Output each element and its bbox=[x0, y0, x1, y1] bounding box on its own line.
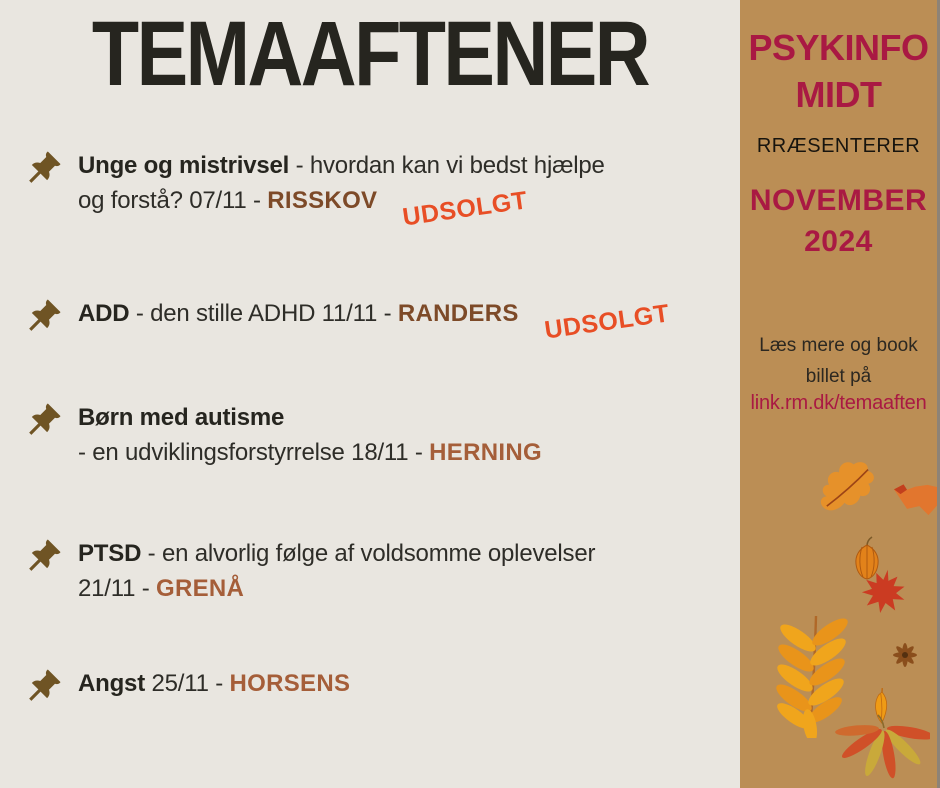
brand-title bbox=[740, 24, 937, 118]
event-title: Angst bbox=[78, 670, 145, 697]
booking-info-line1: Læs mere og book bbox=[759, 335, 918, 356]
event-description: - en alvorlig følge af voldsomme oplevelser bbox=[141, 540, 596, 567]
pushpin-icon bbox=[26, 666, 64, 704]
event-text bbox=[78, 400, 542, 470]
event-item-4 bbox=[26, 536, 732, 606]
brand-line2: MIDT bbox=[795, 74, 882, 115]
event-text bbox=[78, 148, 605, 232]
event-item-5 bbox=[26, 666, 732, 704]
event-description: 25/11 - bbox=[145, 670, 230, 697]
event-title: Unge og mistrivsel bbox=[78, 152, 290, 179]
event-city: HERNING bbox=[429, 439, 542, 466]
booking-info-line2: billet på bbox=[805, 366, 872, 387]
event-text bbox=[78, 296, 671, 345]
event-item-2 bbox=[26, 296, 732, 345]
maple-leaf-icon bbox=[854, 564, 913, 618]
month-line2: 2024 bbox=[804, 225, 873, 258]
event-city: RISSKOV bbox=[267, 187, 378, 214]
event-title: PTSD bbox=[78, 540, 142, 567]
event-text bbox=[78, 666, 350, 701]
pushpin-icon bbox=[26, 400, 64, 438]
pushpin-icon bbox=[26, 536, 64, 574]
event-city: RANDERS bbox=[397, 300, 519, 327]
star-anise-icon bbox=[890, 640, 920, 670]
pushpin-icon bbox=[26, 148, 64, 186]
event-description-cont: og forstå? 07/11 - bbox=[78, 187, 268, 214]
sidebar bbox=[740, 0, 940, 788]
brand-line1: PSYKINFO bbox=[748, 27, 929, 68]
event-description-cont: 21/11 - bbox=[78, 575, 157, 602]
month-title bbox=[740, 180, 937, 262]
event-item-1 bbox=[26, 148, 732, 232]
event-description: - den stille ADHD 11/11 - bbox=[129, 300, 398, 327]
page-title: TEMAAFTENER bbox=[91, 3, 649, 105]
soldout-badge: UDSOLGT bbox=[542, 299, 671, 345]
event-item-3 bbox=[26, 400, 732, 470]
event-text bbox=[78, 536, 595, 606]
palmate-leaf-icon bbox=[834, 714, 930, 788]
pushpin-icon bbox=[26, 296, 64, 334]
event-title: Børn med autisme bbox=[78, 404, 285, 431]
event-city: GRENÅ bbox=[156, 575, 245, 602]
event-city: HORSENS bbox=[229, 670, 351, 697]
booking-info bbox=[740, 330, 937, 392]
event-description: - hvordan kan vi bedst hjælpe bbox=[289, 152, 605, 179]
soldout-badge: UDSOLGT bbox=[401, 186, 530, 232]
booking-link[interactable]: link.rm.dk/temaaften bbox=[750, 392, 927, 414]
month-line1: NOVEMBER bbox=[749, 184, 928, 217]
oak-leaf-icon bbox=[810, 449, 890, 522]
event-title: ADD bbox=[78, 300, 130, 327]
event-description-cont: - en udviklingsforstyrrelse 18/11 - bbox=[78, 439, 430, 466]
leaf-fragment-icon bbox=[890, 479, 940, 520]
presents-label: RRÆSENTERER bbox=[756, 135, 921, 157]
